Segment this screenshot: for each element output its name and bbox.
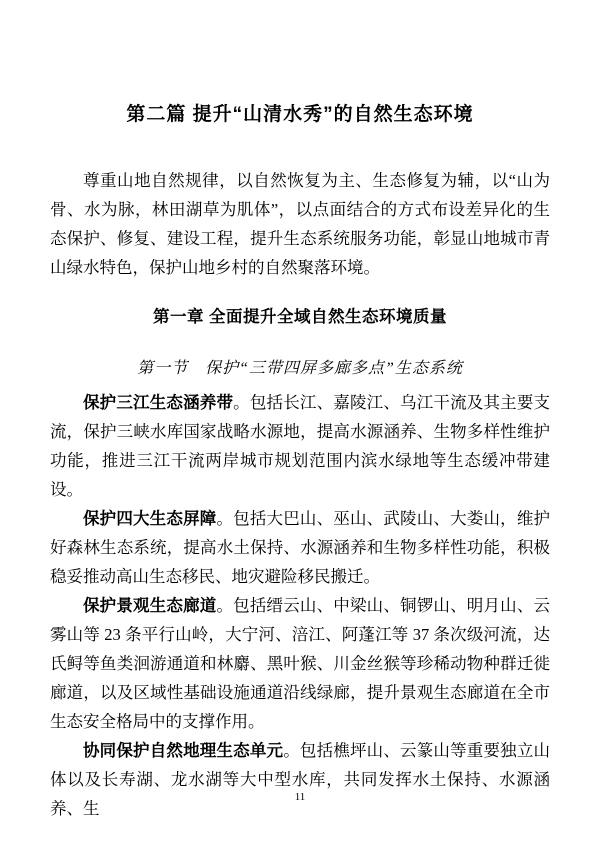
section-title: 第一节 保护“三带四屏多廊多点”生态系统 <box>137 360 463 377</box>
paragraph-langdao <box>50 591 550 736</box>
paragraph-body: 。包括大巴山、巫山、武陵山、大娄山，维护好森林生态系统，提高水土保持、水源涵养和生物多样性功能，积极稳妥推动高山生态移民、地灾避险移民搬迁。 <box>50 509 551 586</box>
part-title: 第二篇 提升“山清水秀”的自然生态环境 <box>126 104 474 125</box>
paragraph-lead: 保护景观生态廊道 <box>83 596 217 615</box>
intro-paragraph: 尊重山地自然规律，以自然恢复为主、生态修复为辅，以“山为骨、水为脉，林田湖草为肌体”，以点面结合的方式布设差异化的生态保护、修复、建设工程，提升生态系统服务功能，彰显山地城市青山绿水特色，保护山地乡村的自然聚落环境。 <box>50 171 550 277</box>
paragraph-lead: 协同保护自然地理生态单元 <box>83 741 284 760</box>
paragraph-body: 。包括樵坪山、云篆山等重要独立山体以及长寿湖、龙水湖等大中型水库，共同发挥水土保持、水源涵养、生 <box>50 741 551 818</box>
page-number: 11 <box>294 791 306 803</box>
section-body <box>50 388 550 823</box>
paragraph-danyuan <box>50 736 550 823</box>
paragraph-body: 。包括长江、嘉陵江、乌江干流及其主要支流，保护三峡水库国家战略水源地，提高水源涵养、生物多样性维护功能，推进三江干流两岸城市规划范围内滨水绿地等生态缓冲带建设。 <box>50 393 551 499</box>
paragraph-lead: 保护三江生态涵养带 <box>83 393 234 412</box>
paragraph-sanjiang <box>50 388 550 504</box>
chapter-title: 第一章 全面提升全域自然生态环境质量 <box>152 308 448 326</box>
paragraph-lead: 保护四大生态屏障 <box>83 509 217 528</box>
paragraph-pingzhang <box>50 504 550 591</box>
paragraph-body: 。包括缙云山、中梁山、铜锣山、明月山、云雾山等 23 条平行山岭，大宁河、涪江、阿蓬江等 37 条次级河流，达氏鲟等鱼类洄游通道和林麝、黑叶猴、川金丝猴等珍稀动物种群迁徙廊道，以及区域性基础设施通道沿线绿廊，提升景观生态廊道在全市生态安全格局中的支撑作用。 <box>50 596 551 731</box>
